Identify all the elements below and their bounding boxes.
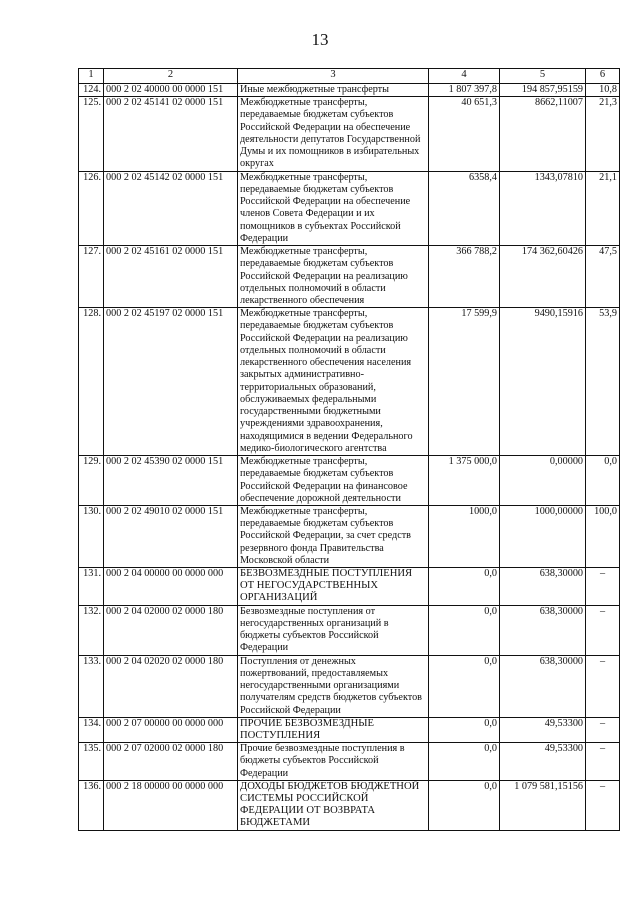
budget-code: 000 2 02 45197 02 0000 151	[104, 308, 238, 456]
execution-percent: 47,5	[586, 246, 620, 308]
budget-code: 000 2 02 40000 00 0000 151	[104, 84, 238, 97]
table-row	[79, 84, 620, 97]
table-row	[79, 308, 620, 456]
planned-amount: 366 788,2	[429, 246, 500, 308]
table-row	[79, 780, 620, 830]
table-row	[79, 456, 620, 506]
execution-percent: 21,1	[586, 171, 620, 245]
row-number: 136.	[79, 780, 104, 830]
actual-amount: 1 079 581,15156	[500, 780, 586, 830]
actual-amount: 1000,00000	[500, 505, 586, 567]
planned-amount: 0,0	[429, 568, 500, 606]
column-header: 5	[500, 69, 586, 84]
execution-percent: 21,3	[586, 97, 620, 171]
item-name: Межбюджетные трансферты, передаваемые бюджетам субъектов Российской Федерации на обеспечение членов Совета Федерации и их помощников в субъектах Российской Федерации	[238, 171, 429, 245]
row-number: 128.	[79, 308, 104, 456]
planned-amount: 1 807 397,8	[429, 84, 500, 97]
planned-amount: 17 599,9	[429, 308, 500, 456]
row-number: 135.	[79, 743, 104, 781]
budget-code: 000 2 02 45390 02 0000 151	[104, 456, 238, 506]
row-number: 124.	[79, 84, 104, 97]
planned-amount: 6358,4	[429, 171, 500, 245]
row-number: 130.	[79, 505, 104, 567]
table-row	[79, 171, 620, 245]
table-row	[79, 743, 620, 781]
column-header: 4	[429, 69, 500, 84]
execution-percent: 100,0	[586, 505, 620, 567]
planned-amount: 0,0	[429, 743, 500, 781]
execution-percent: –	[586, 655, 620, 717]
planned-amount: 0,0	[429, 605, 500, 655]
execution-percent: –	[586, 568, 620, 606]
row-number: 125.	[79, 97, 104, 171]
table-row	[79, 97, 620, 171]
table-row	[79, 505, 620, 567]
row-number: 131.	[79, 568, 104, 606]
budget-code: 000 2 02 45142 02 0000 151	[104, 171, 238, 245]
item-name: БЕЗВОЗМЕЗДНЫЕ ПОСТУПЛЕНИЯ ОТ НЕГОСУДАРСТВЕННЫХ ОРГАНИЗАЦИЙ	[238, 568, 429, 606]
budget-code: 000 2 02 49010 02 0000 151	[104, 505, 238, 567]
execution-percent: –	[586, 743, 620, 781]
planned-amount: 1 375 000,0	[429, 456, 500, 506]
planned-amount: 0,0	[429, 717, 500, 742]
table-row	[79, 655, 620, 717]
column-header: 6	[586, 69, 620, 84]
actual-amount: 174 362,60426	[500, 246, 586, 308]
item-name: Межбюджетные трансферты, передаваемые бюджетам субъектов Российской Федерации на обеспечение деятельности депутатов Государственной Думы и их помощников в избирательных округах	[238, 97, 429, 171]
planned-amount: 1000,0	[429, 505, 500, 567]
row-number: 127.	[79, 246, 104, 308]
actual-amount: 638,30000	[500, 655, 586, 717]
table-body	[79, 84, 620, 831]
budget-code: 000 2 07 02000 02 0000 180	[104, 743, 238, 781]
item-name: Прочие безвозмездные поступления в бюджеты субъектов Российской Федерации	[238, 743, 429, 781]
table-row	[79, 568, 620, 606]
actual-amount: 638,30000	[500, 568, 586, 606]
budget-table	[78, 68, 620, 831]
execution-percent: 0,0	[586, 456, 620, 506]
item-name: Межбюджетные трансферты, передаваемые бюджетам субъектов Российской Федерации на реализацию отдельных полномочий в области лекарственного обеспечения	[238, 246, 429, 308]
page-number: 13	[311, 30, 329, 49]
table-row	[79, 605, 620, 655]
execution-percent: –	[586, 717, 620, 742]
budget-code: 000 2 04 00000 00 0000 000	[104, 568, 238, 606]
item-name: Межбюджетные трансферты, передаваемые бюджетам субъектов Российской Федерации на финансовое обеспечение дорожной деятельности	[238, 456, 429, 506]
table-row	[79, 246, 620, 308]
actual-amount: 1343,07810	[500, 171, 586, 245]
actual-amount: 49,53300	[500, 743, 586, 781]
actual-amount: 8662,11007	[500, 97, 586, 171]
actual-amount: 9490,15916	[500, 308, 586, 456]
execution-percent: –	[586, 605, 620, 655]
planned-amount: 40 651,3	[429, 97, 500, 171]
table-header-row	[79, 69, 620, 84]
item-name: ПРОЧИЕ БЕЗВОЗМЕЗДНЫЕ ПОСТУПЛЕНИЯ	[238, 717, 429, 742]
row-number: 129.	[79, 456, 104, 506]
column-header: 2	[104, 69, 238, 84]
row-number: 134.	[79, 717, 104, 742]
budget-code: 000 2 07 00000 00 0000 000	[104, 717, 238, 742]
budget-code: 000 2 04 02000 02 0000 180	[104, 605, 238, 655]
budget-code: 000 2 18 00000 00 0000 000	[104, 780, 238, 830]
actual-amount: 0,00000	[500, 456, 586, 506]
item-name: Межбюджетные трансферты, передаваемые бюджетам субъектов Российской Федерации, за счет средств резервного фонда Правительства Московской области	[238, 505, 429, 567]
budget-code: 000 2 02 45141 02 0000 151	[104, 97, 238, 171]
column-header: 1	[79, 69, 104, 84]
item-name: ДОХОДЫ БЮДЖЕТОВ БЮДЖЕТНОЙ СИСТЕМЫ РОССИЙСКОЙ ФЕДЕРАЦИИ ОТ ВОЗВРАТА БЮДЖЕТАМИ	[238, 780, 429, 830]
planned-amount: 0,0	[429, 780, 500, 830]
execution-percent: 53,9	[586, 308, 620, 456]
execution-percent: 10,8	[586, 84, 620, 97]
row-number: 133.	[79, 655, 104, 717]
budget-code: 000 2 04 02020 02 0000 180	[104, 655, 238, 717]
budget-code: 000 2 02 45161 02 0000 151	[104, 246, 238, 308]
actual-amount: 194 857,95159	[500, 84, 586, 97]
table-row	[79, 717, 620, 742]
row-number: 126.	[79, 171, 104, 245]
item-name: Межбюджетные трансферты, передаваемые бюджетам субъектов Российской Федерации на реализацию отдельных полномочий в области лекарственного обеспечения населения закрытых административно-территориальных образований, обслуживаемых федеральными государственными бюджетными учреждениями здравоохранения, находящимися в ведении Федерального медико-биологического агентства	[238, 308, 429, 456]
planned-amount: 0,0	[429, 655, 500, 717]
item-name: Поступления от денежных пожертвований, предоставляемых негосударственными организациями получателям средств бюджетов субъектов Российской Федерации	[238, 655, 429, 717]
item-name: Иные межбюджетные трансферты	[238, 84, 429, 97]
actual-amount: 638,30000	[500, 605, 586, 655]
execution-percent: –	[586, 780, 620, 830]
actual-amount: 49,53300	[500, 717, 586, 742]
column-header: 3	[238, 69, 429, 84]
row-number: 132.	[79, 605, 104, 655]
item-name: Безвозмездные поступления от негосударственных организаций в бюджеты субъектов Российской Федерации	[238, 605, 429, 655]
